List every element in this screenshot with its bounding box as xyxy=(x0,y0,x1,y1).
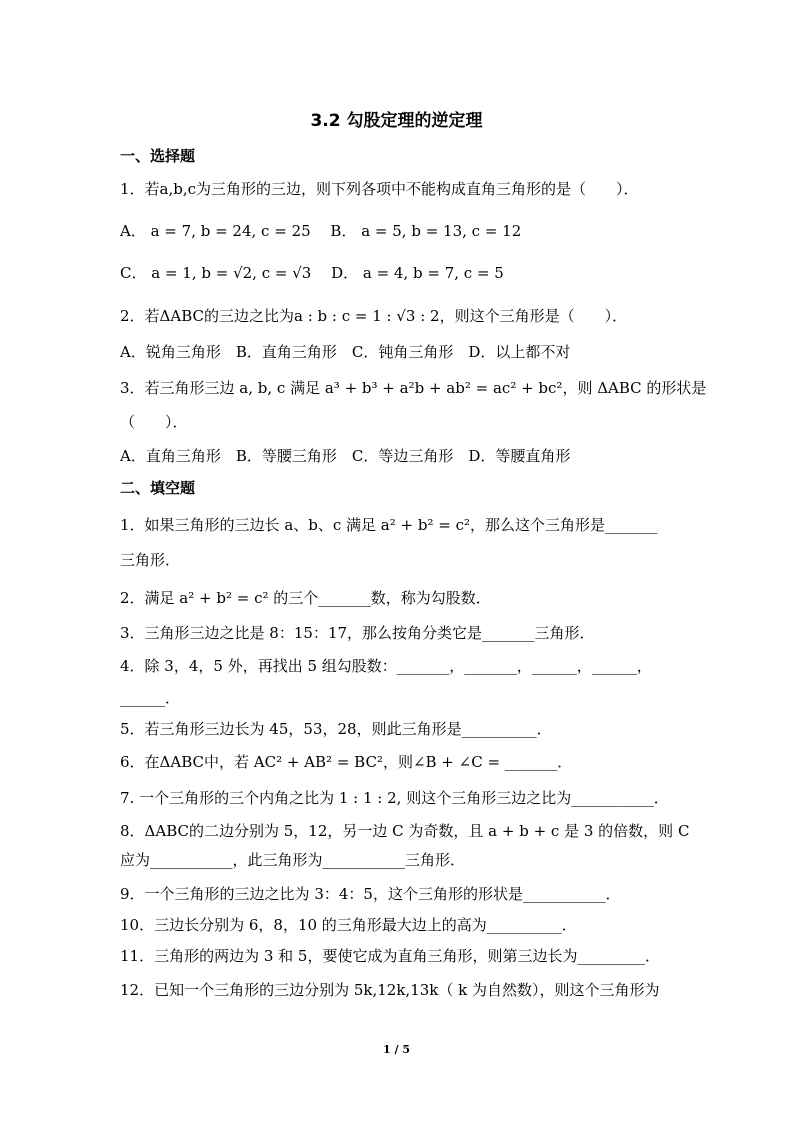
question-line: 2．若ΔABC的三边之比为a : b : c = 1 : √3 : 2，则这个三角形是（ ）． xyxy=(120,307,628,325)
question-line: 3．三角形三边之比是 8：15：17，那么按角分类它是_______三角形． xyxy=(120,624,595,642)
section-heading-fill: 二、填空题 xyxy=(120,479,196,497)
question-line: 1．如果三角形的三边长 a、b、c 满足 a² + b² = c²，那么这个三角形是_______ xyxy=(120,516,658,534)
option-line: A． a = 7, b = 24, c = 25 B． a = 5, b = 13, c = 12 xyxy=(120,222,522,240)
question-line: 6．在ΔABC中，若 AC² + AB² = BC²，则∠B + ∠C = _______． xyxy=(120,753,573,771)
section-heading-choice: 一、选择题 xyxy=(120,147,196,165)
question-line: 7. 一个三角形的三个内角之比为 1 : 1 : 2, 则这个三角形三边之比为___________． xyxy=(120,789,669,807)
question-line: 3．若三角形三边 a, b, c 满足 a³ + b³ + a²b + ab² = ac² + bc²，则 ΔABC 的形状是 xyxy=(120,379,707,397)
question-line: 11．三角形的两边为 3 和 5，要使它成为直角三角形，则第三边长为_________． xyxy=(120,947,660,965)
question-line: 4．除 3，4，5 外，再找出 5 组勾股数：_______，_______，______，______， xyxy=(120,657,652,675)
question-line: 2．满足 a² + b² = c² 的三个_______数，称为勾股数． xyxy=(120,589,491,607)
question-line: 10．三边长分别为 6，8，10 的三角形最大边上的高为__________． xyxy=(120,916,577,934)
question-line: 9．一个三角形的三边之比为 3：4：5，这个三角形的形状是___________． xyxy=(120,885,621,903)
question-line: 12．已知一个三角形的三边分别为 5k,12k,13k（ k 为自然数），则这个三角形为 xyxy=(120,981,660,999)
question-line: 三角形． xyxy=(120,551,181,569)
option-line: A．锐角三角形 B．直角三角形 C．钝角三角形 D．以上都不对 xyxy=(120,343,571,361)
page-number: 1 / 5 xyxy=(383,1043,410,1056)
question-line: ______． xyxy=(120,689,181,707)
question-line: 5．若三角形三边长为 45，53，28，则此三角形是__________． xyxy=(120,720,552,738)
option-line: A．直角三角形 B．等腰三角形 C．等边三角形 D．等腰直角形 xyxy=(120,447,571,465)
question-line: 应为___________，此三角形为___________三角形． xyxy=(120,851,466,869)
question-line: 1．若a,b,c为三角形的三边，则下列各项中不能构成直角三角形的是（ ）． xyxy=(120,180,639,198)
page-title: 3.2 勾股定理的逆定理 xyxy=(310,111,483,131)
question-line: 8．ΔABC的二边分别为 5，12，另一边 C 为奇数，且 a + b + c 是 3 的倍数，则 C xyxy=(120,822,690,840)
question-line: （ ）． xyxy=(120,413,188,431)
option-line: C． a = 1, b = √2, c = √3 D． a = 4, b = 7, c = 5 xyxy=(120,264,504,282)
